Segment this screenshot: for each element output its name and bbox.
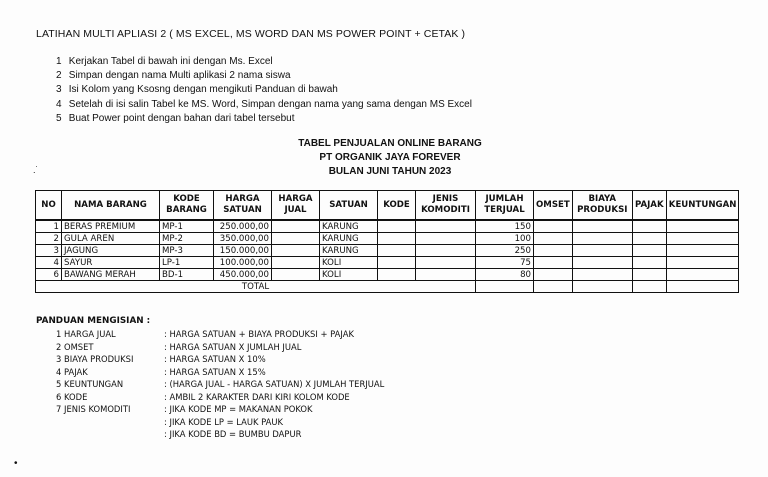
cell-no[interactable]: 3 [36, 245, 62, 257]
guide-value: : HARGA SATUAN X 10% [164, 354, 266, 364]
guide-key [56, 428, 164, 441]
guide-item [56, 366, 384, 379]
instruction-number: 2 [56, 70, 62, 82]
cell-keuntungan[interactable] [666, 257, 739, 269]
scan-mark: .˙ [33, 165, 39, 175]
column-header: NAMA BARANG [62, 191, 160, 221]
instruction-text: Kerjakan Tabel di bawah ini dengan Ms. Excel [68, 56, 273, 67]
cell-biaya-produksi[interactable] [572, 220, 632, 233]
cell-omset[interactable] [534, 233, 573, 245]
cell-satuan[interactable]: KOLI [320, 257, 378, 269]
cell-nama-barang[interactable]: BAWANG MERAH [62, 269, 160, 281]
cell-nama-barang[interactable]: SAYUR [62, 257, 160, 269]
column-header: BIAYA PRODUKSI [572, 191, 632, 221]
guide-key: 1 HARGA JUAL [56, 329, 116, 339]
cell-harga-jual[interactable] [272, 245, 320, 257]
cell-nama-barang[interactable]: BERAS PREMIUM [62, 220, 160, 233]
scan-mark: • [14, 458, 18, 469]
guide-key: 6 KODE [56, 391, 88, 402]
instruction-number: 1 [56, 56, 62, 67]
column-header: JENIS KOMODITI [416, 191, 476, 221]
cell-biaya-produksi[interactable] [572, 245, 632, 257]
cell-harga-satuan[interactable]: 100.000,00 [214, 257, 272, 269]
guide-key: 2 OMSET [56, 341, 94, 352]
cell-kode-barang[interactable]: MP-2 [160, 233, 214, 245]
cell-harga-jual[interactable] [272, 269, 320, 281]
column-header: SATUAN [320, 191, 378, 221]
cell-jenis-komoditi[interactable] [416, 233, 476, 245]
cell-kode-barang[interactable]: BD-1 [160, 269, 214, 281]
instruction-number: 4 [56, 98, 62, 110]
table-row [36, 269, 739, 281]
instruction-item [56, 98, 472, 112]
cell-harga-jual[interactable] [272, 257, 320, 269]
cell-harga-satuan[interactable]: 150.000,00 [214, 245, 272, 257]
table-header-row [36, 191, 739, 221]
column-header: JUMLAH TERJUAL [476, 191, 534, 221]
cell-omset[interactable] [534, 220, 573, 233]
guide-key: 5 KEUNTUNGAN [56, 379, 124, 389]
cell-keuntungan[interactable] [666, 245, 739, 257]
cell-satuan[interactable]: KOLI [320, 269, 378, 281]
instruction-text: Simpan dengan nama Multi aplikasi 2 nama siswa [68, 70, 291, 82]
column-header: KODE BARANG [160, 191, 214, 221]
cell-jumlah-terjual[interactable]: 80 [476, 269, 534, 281]
column-header: PAJAK [632, 191, 666, 221]
total-row [36, 281, 739, 293]
column-header: OMSET [534, 191, 573, 221]
guide-value: : JIKA KODE BD = BUMBU DAPUR [164, 429, 302, 439]
cell-keuntungan[interactable] [666, 269, 739, 281]
cell-biaya-produksi[interactable] [572, 257, 632, 269]
guide-value: : HARGA SATUAN X JUMLAH JUAL [164, 341, 302, 352]
sales-table [35, 190, 739, 293]
cell-jumlah-terjual[interactable]: 75 [476, 257, 534, 269]
cell-biaya-produksi[interactable] [572, 269, 632, 281]
guide-key [56, 416, 164, 429]
cell-jenis-komoditi[interactable] [416, 220, 476, 233]
cell-jenis-komoditi[interactable] [416, 245, 476, 257]
instruction-number: 3 [56, 84, 62, 96]
guide-key: 7 JENIS KOMODITI [56, 404, 131, 414]
cell-keuntungan[interactable] [666, 233, 739, 245]
cell-no[interactable]: 2 [36, 233, 62, 245]
guide-value: : JIKA KODE LP = LAUK PAUK [164, 416, 283, 427]
cell-omset[interactable] [534, 257, 573, 269]
table-heading-line: BULAN JUNI TAHUN 2023 [328, 166, 452, 177]
guide-value: : HARGA SATUAN X 15% [164, 366, 266, 377]
cell-jenis-komoditi[interactable] [416, 269, 476, 281]
total-omset[interactable] [534, 281, 573, 293]
instruction-item [56, 55, 472, 69]
cell-satuan[interactable]: KARUNG [320, 233, 378, 245]
instruction-item [56, 69, 472, 83]
cell-keuntungan[interactable] [666, 220, 739, 233]
cell-no[interactable]: 6 [36, 269, 62, 281]
cell-satuan[interactable]: KARUNG [320, 245, 378, 257]
cell-harga-satuan[interactable]: 450.000,00 [214, 269, 272, 281]
cell-jenis-komoditi[interactable] [416, 257, 476, 269]
guide-item [56, 341, 384, 354]
total-label: TOTAL [36, 281, 476, 293]
cell-omset[interactable] [534, 269, 573, 281]
cell-jumlah-terjual[interactable]: 150 [476, 220, 534, 233]
cell-harga-jual[interactable] [272, 220, 320, 233]
cell-nama-barang[interactable]: JAGUNG [62, 245, 160, 257]
instruction-text: Setelah di isi salin Tabel ke MS. Word, Simpan dengan nama yang sama dengan MS Excel [68, 98, 472, 110]
column-header: HARGA SATUAN [214, 191, 272, 221]
cell-nama-barang[interactable]: GULA AREN [62, 233, 160, 245]
total-keuntungan[interactable] [666, 281, 739, 293]
guide-item [56, 416, 384, 429]
instruction-number: 5 [56, 112, 62, 124]
cell-harga-jual[interactable] [272, 233, 320, 245]
table-row [36, 257, 739, 269]
instruction-list [56, 55, 472, 126]
cell-jumlah-terjual[interactable]: 250 [476, 245, 534, 257]
guide-key: 4 PAJAK [56, 366, 88, 377]
cell-kode[interactable] [378, 269, 416, 281]
guide-value: : (HARGA JUAL - HARGA SATUAN) X JUMLAH TERJUAL [164, 379, 385, 389]
cell-harga-satuan[interactable]: 250.000,00 [214, 220, 272, 233]
cell-kode-barang[interactable]: MP-1 [160, 220, 214, 233]
document-title: LATIHAN MULTI APLIASI 2 ( MS EXCEL, MS WORD DAN MS POWER POINT + CETAK ) [36, 28, 466, 40]
instruction-text: Buat Power point dengan bahan dari tabel tersebut [68, 112, 295, 124]
cell-biaya-produksi[interactable] [572, 233, 632, 245]
cell-pajak[interactable] [632, 269, 666, 281]
guide-key: 3 BIAYA PRODUKSI [56, 354, 134, 364]
guide-item [56, 328, 384, 341]
cell-no[interactable]: 1 [36, 220, 62, 233]
cell-satuan[interactable]: KARUNG [320, 220, 378, 233]
instruction-item [56, 83, 472, 97]
cell-pajak[interactable] [632, 257, 666, 269]
cell-kode-barang[interactable]: LP-1 [160, 257, 214, 269]
total-jumlah-terjual[interactable] [476, 281, 534, 293]
cell-omset[interactable] [534, 245, 573, 257]
cell-kode[interactable] [378, 220, 416, 233]
guide-item [56, 378, 384, 391]
table-row [36, 245, 739, 257]
guide-item [56, 403, 384, 416]
cell-pajak[interactable] [632, 220, 666, 233]
cell-kode[interactable] [378, 233, 416, 245]
cell-no[interactable]: 4 [36, 257, 62, 269]
cell-kode-barang[interactable]: MP-3 [160, 245, 214, 257]
guide-item [56, 353, 384, 366]
instruction-text: Isi Kolom yang Ksosng dengan mengikuti Panduan di bawah [68, 84, 338, 96]
total-pajak[interactable] [632, 281, 666, 293]
column-header: NO [36, 191, 62, 221]
table-heading-line: PT ORGANIK JAYA FOREVER [319, 152, 461, 163]
guide-value: : AMBIL 2 KARAKTER DARI KIRI KOLOM KODE [164, 391, 350, 402]
cell-harga-satuan[interactable]: 350.000,00 [214, 233, 272, 245]
cell-kode[interactable] [378, 257, 416, 269]
guide-title: PANDUAN MENGISIAN : [36, 316, 151, 326]
table-heading-line: TABEL PENJUALAN ONLINE BARANG [298, 138, 482, 149]
guide-list [56, 328, 384, 441]
total-biaya-produksi[interactable] [572, 281, 632, 293]
table-row [36, 220, 739, 233]
guide-item [56, 428, 384, 441]
guide-value: : HARGA SATUAN + BIAYA PRODUKSI + PAJAK [164, 329, 354, 339]
guide-item [56, 391, 384, 404]
column-header: KODE [378, 191, 416, 221]
instruction-item [56, 112, 472, 126]
cell-pajak[interactable] [632, 245, 666, 257]
cell-jumlah-terjual[interactable]: 100 [476, 233, 534, 245]
column-header: KEUNTUNGAN [666, 191, 739, 221]
cell-pajak[interactable] [632, 233, 666, 245]
table-heading [220, 137, 560, 179]
guide-value: : JIKA KODE MP = MAKANAN POKOK [164, 404, 313, 414]
table-row [36, 233, 739, 245]
column-header: HARGA JUAL [272, 191, 320, 221]
cell-kode[interactable] [378, 245, 416, 257]
